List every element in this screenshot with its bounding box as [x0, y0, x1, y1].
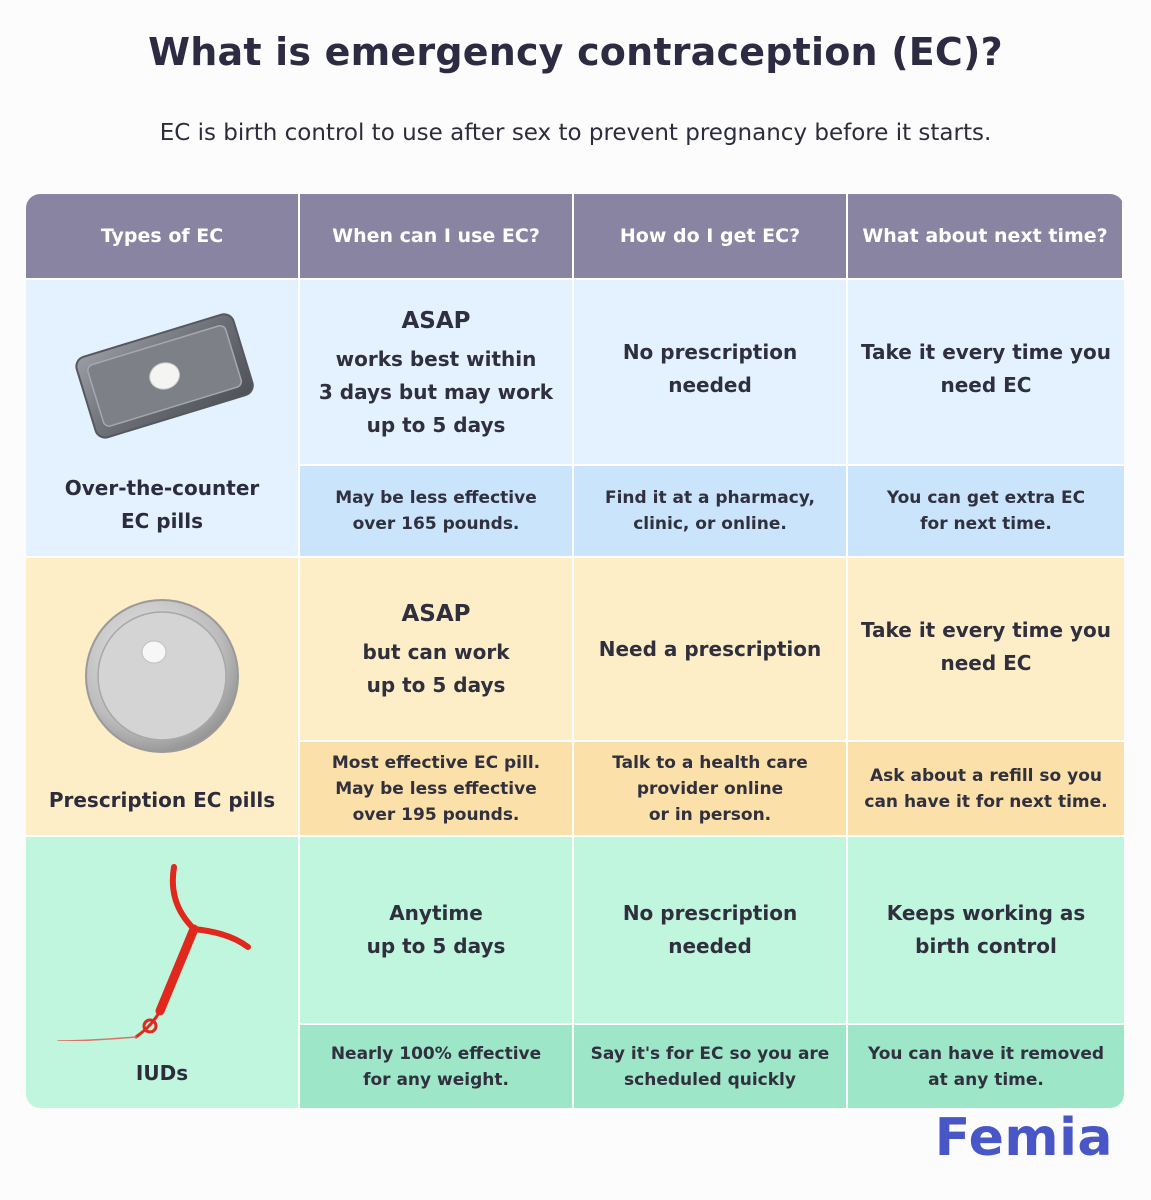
type-label-line: IUDs: [135, 1061, 189, 1085]
type-label-line: EC pills: [120, 509, 204, 533]
how-iud: [574, 835, 848, 1023]
next-otc: [848, 278, 1124, 464]
type-label-line: Prescription EC pills: [48, 788, 276, 812]
note-line: can have it for next time.: [864, 791, 1108, 812]
note-line: for any weight.: [363, 1069, 509, 1090]
type-otc-pills: [26, 278, 300, 556]
how-line: needed: [668, 934, 752, 958]
how-prescription: [574, 556, 848, 740]
when-line: up to 5 days: [366, 934, 506, 958]
note-line: May be less effective: [335, 488, 537, 508]
when-otc: [300, 278, 574, 464]
when-prescription: [300, 556, 574, 740]
ec-comparison-table: [26, 194, 1124, 1108]
note-line: over 165 pounds.: [352, 514, 520, 534]
note-next-iud: [848, 1023, 1124, 1108]
when-line: but can work: [362, 640, 510, 664]
header-types: Types of EC: [26, 194, 300, 278]
how-otc: [574, 278, 848, 464]
note-line: scheduled quickly: [624, 1069, 796, 1090]
round-pill-pack-icon: [82, 596, 242, 756]
note-line: Find it at a pharmacy,: [604, 488, 816, 508]
header-next: What about next time?: [848, 194, 1124, 278]
iud-icon: [52, 861, 252, 1041]
how-line: Need a prescription: [598, 636, 822, 661]
next-line: Take it every time you: [860, 618, 1112, 642]
page-title: What is emergency contraception (EC)?: [148, 30, 1003, 74]
next-iud: [848, 835, 1124, 1023]
note-line: Most effective EC pill.: [331, 752, 541, 773]
note-when-prescription: [300, 740, 574, 835]
note-how-prescription: [574, 740, 848, 835]
when-iud: [300, 835, 574, 1023]
how-line: No prescription: [622, 340, 798, 364]
next-line: Take it every time you: [860, 340, 1112, 364]
note-when-otc: [300, 464, 574, 556]
note-line: at any time.: [928, 1069, 1044, 1090]
when-title: ASAP: [401, 307, 471, 334]
when-title: ASAP: [401, 601, 471, 627]
note-line: provider online: [636, 778, 784, 799]
note-line: You can have it removed: [867, 1043, 1105, 1064]
ec-pill-blister-icon: [74, 304, 254, 444]
type-iuds: [26, 835, 300, 1108]
note-line: or in person.: [648, 804, 772, 825]
note-next-otc: [848, 464, 1124, 556]
note-line: May be less effective: [335, 778, 537, 799]
when-line: works best within: [335, 346, 537, 371]
femia-logo[interactable]: Femia: [934, 1108, 1113, 1168]
note-line: Say it's for EC so you are: [590, 1043, 830, 1064]
note-how-iud: [574, 1023, 848, 1108]
next-line: need EC: [940, 651, 1032, 675]
how-line: needed: [668, 373, 752, 397]
next-prescription: [848, 556, 1124, 740]
header-when: When can I use EC?: [300, 194, 574, 278]
when-line: Anytime: [389, 901, 483, 925]
note-line: for next time.: [920, 514, 1052, 534]
note-line: You can get extra EC: [886, 488, 1086, 508]
when-line: up to 5 days: [366, 412, 506, 437]
header-how: How do I get EC?: [574, 194, 848, 278]
page-subtitle: EC is birth control to use after sex to prevent pregnancy before it starts.: [159, 120, 992, 146]
note-line: Talk to a health care: [612, 752, 808, 773]
how-line: No prescription: [622, 901, 798, 925]
next-line: need EC: [940, 373, 1032, 397]
next-line: Keeps working as: [886, 901, 1086, 925]
note-when-iud: [300, 1023, 574, 1108]
note-line: over 195 pounds.: [352, 804, 520, 825]
note-line: clinic, or online.: [633, 514, 787, 534]
when-line: up to 5 days: [366, 673, 506, 697]
when-line: 3 days but may work: [318, 379, 554, 404]
next-line: birth control: [915, 934, 1057, 958]
type-prescription-pills: [26, 556, 300, 835]
note-line: Nearly 100% effective: [330, 1043, 542, 1064]
note-line: Ask about a refill so you: [869, 765, 1103, 786]
type-label-line: Over-the-counter: [64, 476, 260, 500]
note-next-prescription: [848, 740, 1124, 835]
note-how-otc: [574, 464, 848, 556]
